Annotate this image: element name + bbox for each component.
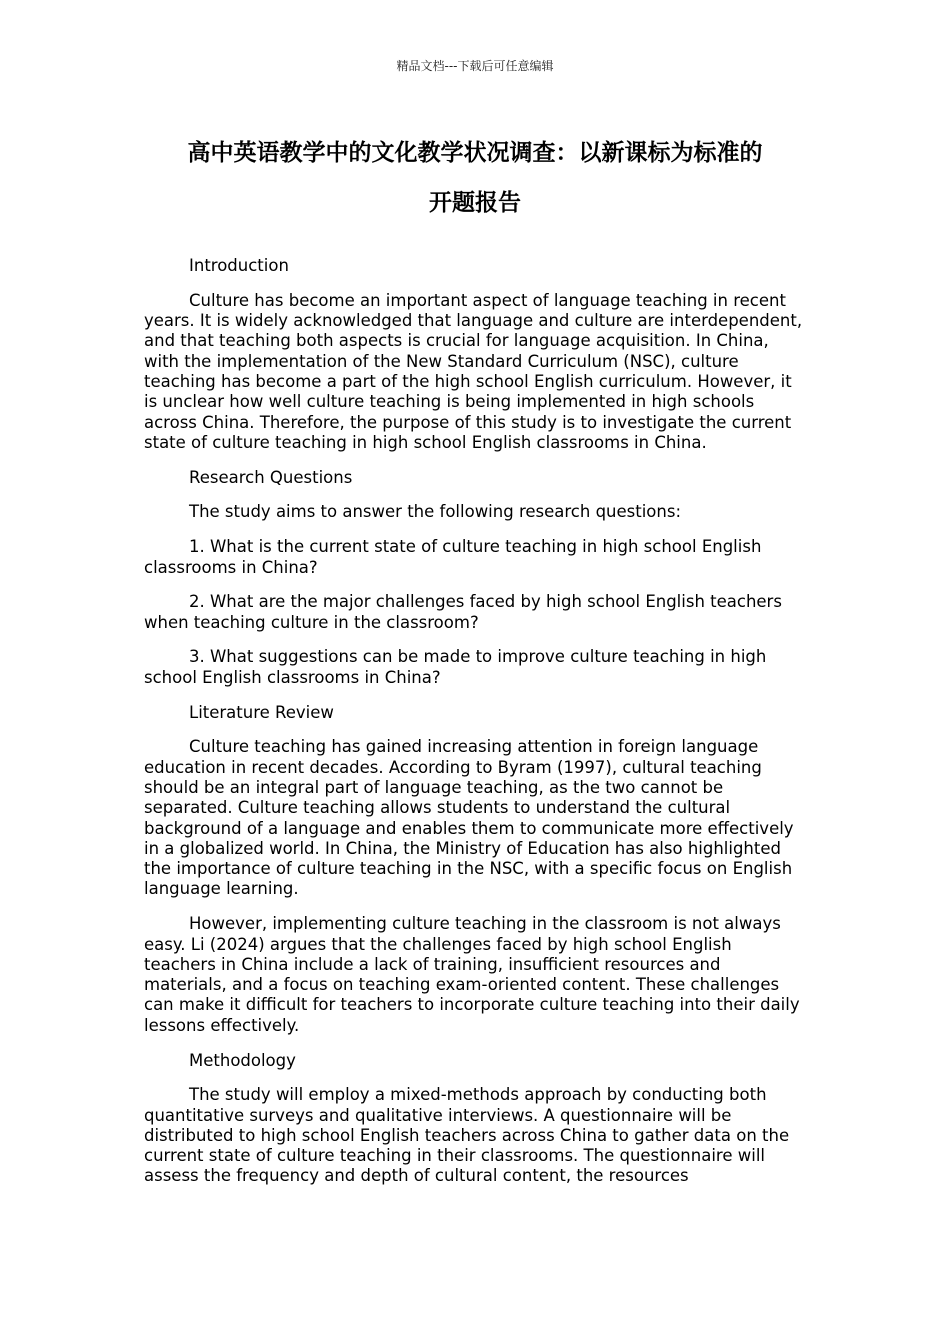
title-line-1: 高中英语教学中的文化教学状况调查：以新课标为标准的	[187, 140, 763, 166]
heading-methodology: Methodology	[189, 1050, 296, 1070]
heading-research-questions: Research Questions	[189, 467, 353, 487]
document-body	[144, 256, 808, 1201]
paragraph-methodology: The study will employ a mixed-methods approach by conducting both quantitative surveys and qualitative interviews. A questionnaire will be distributed to high school English teachers across China to gather data on the current state of culture teaching in their classrooms. The questionnaire will assess the frequency and depth of cultural content, the resources	[144, 1085, 790, 1186]
heading-introduction: Introduction	[189, 256, 289, 275]
research-question-1: 1. What is the current state of culture teaching in high school English classrooms in China?	[144, 537, 762, 577]
paragraph-introduction: Culture has become an important aspect of language teaching in recent years. It is widely acknowledged that language and culture are interdependent, and that teaching both aspects is crucial for language acquisition. In China, with the implementation of the New Standard Curriculum (NSC), culture teaching has become a part of the high school English curriculum. However, it is unclear how well culture teaching is being implemented in high schools across China. Therefore, the purpose of this study is to investigate the current state of culture teaching in high school English classrooms in China.	[144, 290, 803, 452]
heading-literature-review: Literature Review	[189, 702, 334, 722]
header-note: 精品文档---下载后可任意编辑	[396, 59, 554, 73]
research-question-3: 3. What suggestions can be made to improve culture teaching in high school English classrooms in China?	[144, 647, 767, 687]
paragraph-literature-1: Culture teaching has gained increasing attention in foreign language education in recent decades. According to Byram (1997), cultural teaching should be an integral part of language teaching, as the two cannot be separated. Culture teaching allows students to understand the cultural background of a language and enables them to communicate more effectively in a globalized world. In China, the Ministry of Education has also highlighted the importance of culture teaching in the NSC, with a specific focus on English language learning.	[144, 737, 794, 899]
title-line-2: 开题报告	[429, 190, 521, 216]
paragraph-literature-2: However, implementing culture teaching in the classroom is not always easy. Li (2024) argues that the challenges faced by high school English teachers in China include a lack of training, insufficient resources and materials, and a focus on teaching exam-oriented content. These challenges can make it difficult for teachers to incorporate culture teaching into their daily lessons effectively.	[144, 914, 800, 1035]
paragraph-research-aim: The study aims to answer the following research questions:	[189, 502, 682, 522]
research-question-2: 2. What are the major challenges faced by high school English teachers when teaching culture in the classroom?	[144, 592, 782, 632]
document-title	[145, 128, 805, 228]
